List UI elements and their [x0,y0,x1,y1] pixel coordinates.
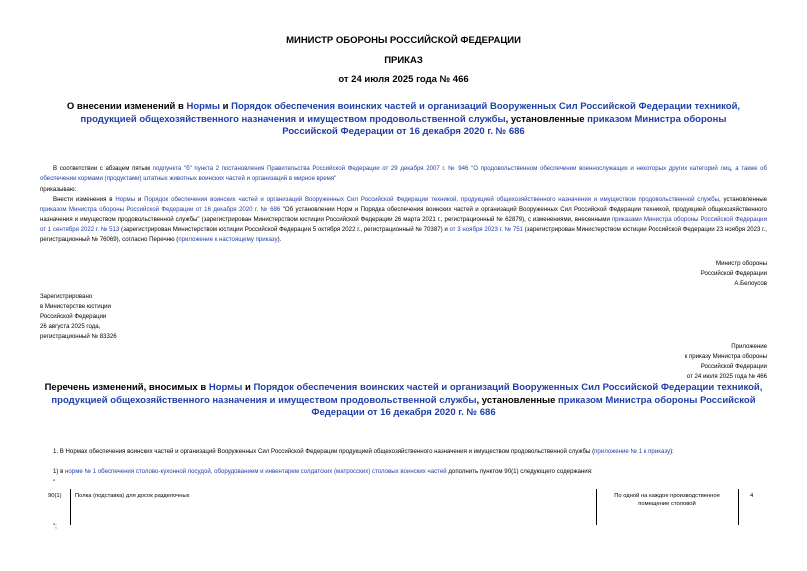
item-1-paragraph: 1. В Нормах обеспечения воинских частей и организаций Вооруженных Сил Российской Федерации продукцией общехозяйственного назначения и имуществом продовольственной службы (приложение № 1 к приказу): [53,448,674,455]
norms-link[interactable]: Нормы [186,101,220,112]
registration-line-4: 26 августа 2025 года, [40,323,101,330]
order-word: приказываю: [40,186,77,193]
norm-1-link[interactable]: норме № 1 обеспечения столово-кухонной посудой, оборудованием и инвентарем солдатских (матросских) столовых воинских частей [65,468,447,475]
row-number: 90(1) [48,493,62,499]
minister-heading: МИНИСТР ОБОРОНЫ РОССИЙСКОЙ ФЕДЕРАЦИИ [286,35,521,46]
table-divider-3 [738,489,739,525]
body-order-686-link[interactable]: приказом Министра обороны Российской Федерации от 16 декабря 2020 г. № 686 [40,206,281,213]
quote-close: "; [53,523,57,530]
appendix-line-2: к приказу Министра обороны [684,353,767,360]
table-divider-2 [596,489,597,525]
table-divider-1 [70,489,71,525]
registration-block [40,292,300,342]
signature-line-2: Российской Федерации [700,270,767,277]
quote-open: " [53,479,56,486]
signature-block [467,259,767,289]
order-686-link[interactable]: приказом Министра обороны Российской Федерации от 16 декабря 2020 г. № 686 [282,113,727,137]
order-513-link[interactable]: приказами Министра обороны Российской Федерации от 1 сентября 2022 г. № 513 [40,216,767,233]
row-quantity: 4 [750,493,754,499]
registration-line-3: Российской Федерации [40,313,107,320]
list-procedure-link[interactable]: Порядок обеспечения воинских частей и организаций Вооруженных Сил Российской Федерации техникой, продукцией общехозяйственного назначения и имуществом продовольственной службы [51,382,763,406]
appendix-line-3: Российской Федерации [700,363,767,370]
doc-type: ПРИКАЗ [384,55,423,66]
signature-line-1: Министр обороны [716,260,767,267]
row-item-name: Полка (подставка) для досок разделочных [75,493,190,499]
order-date-number: от 24 июля 2025 года № 466 [338,74,469,85]
appendix-line-1: Приложение [731,343,767,350]
procedure-link[interactable]: Порядок обеспечения воинских частей и организаций Вооруженных Сил Российской Федерации техникой, продукцией общехозяйственного назначения и имуществом продовольственной службы [80,101,741,125]
signature-name: А.Белоусов [734,280,767,287]
appendix-link[interactable]: приложение к настоящему приказу [178,236,278,243]
government-decree-link[interactable]: подпункта "б" пункта 2 постановления Правительства Российской Федерации от 29 декабря 2007 г. № 946 "О продовольственном обеспечении военнослужащих и некоторых других категорий лиц, а также об обеспечении кормами (продуктами) штатных животных воинских частей и организаций в мирное время" [40,165,767,182]
list-norms-link[interactable]: Нормы [208,382,243,393]
appendix-line-4: от 24 июля 2025 года № 466 [686,373,767,380]
row-issue-norm: По одной на каждое производственное помещение столовой [614,493,720,507]
body-paragraph: Внести изменения в Нормы и Порядок обеспечения воинских частей и организаций Вооруженных Сил Российской Федерации техникой, продукцией общехозяйственного назначения и имуществом продовольственной службы, установленные приказом Министра обороны Российской Федерации от 16 декабря 2020 г. № 686 "Об установлении Норм и Порядка обеспечения воинских частей и организаций Вооруженных Сил Российской Федерации техникой, продукцией общехозяйственного назначения и имуществом продовольственной службы" (зарегистрирован Министерством юстиции Российской Федерации 26 марта 2021 г., регистрационный № 62879), с изменениями, внесенными приказами Министра обороны Российской Федерации от 1 сентября 2022 г. № 513 (зарегистрирован Министерством юстиции Российской Федерации 5 октября 2022 г., регистрационный № 70387) и от 3 ноября 2023 г. № 751 (зарегистрирован Министерством юстиции Российской Федерации 23 ноября 2023 г., регистрационный № 76069), согласно Перечню (приложение к настоящему приказу). [40,196,767,243]
changes-list-title: Перечень изменений, вносимых в Нормы и Порядок обеспечения воинских частей и организаций Вооруженных Сил Российской Федерации техникой, продукцией общехозяйственного назначения и имуществом продовольственной службы, установленные приказом Министра обороны Российской Федерации от 16 декабря 2020 г. № 686 [44,382,763,418]
registration-line-2: в Министерстве юстиции [40,303,111,310]
registration-line-5: регистрационный № 83326 [40,333,117,340]
sub-item-1-paragraph: 1) в норме № 1 обеспечения столово-кухонной посудой, оборудованием и инвентарем солдатских (матросских) столовых воинских частей дополнить пунктом 90(1) следующего содержания: [53,468,593,475]
preamble-paragraph: В соответствии с абзацем пятым подпункта "б" пункта 2 постановления Правительства Российской Федерации от 29 декабря 2007 г. № 946 "О продовольственном обеспечении военнослужащих и некоторых других категорий лиц, а также об обеспечении кормами (продуктами) штатных животных воинских частей и организаций в мирное время" [40,165,767,182]
body-procedure-link[interactable]: Порядок обеспечения воинских частей и организаций Вооруженных Сил Российской Федерации техникой, продукцией общехозяйственного назначения и имуществом продовольственной службы [144,196,720,203]
appendix-1-link[interactable]: приложение № 1 к приказу [594,448,671,455]
registration-line-1: Зарегистрировано [40,293,93,300]
order-751-link[interactable]: от 3 ноября 2023 г. № 751 [449,226,523,233]
order-title: О внесении изменений в Нормы и Порядок обеспечения воинских частей и организаций Вооруженных Сил Российской Федерации техникой, продукцией общехозяйственного назначения и имуществом продовольственной службы, установленные приказом Министра обороны Российской Федерации от 16 декабря 2020 г. № 686 [66,101,741,137]
body-norms-link[interactable]: Нормы [115,196,136,203]
list-order-686-link[interactable]: приказом Министра обороны Российской Федерации от 16 декабря 2020 г. № 686 [311,394,756,418]
appendix-reference [467,342,767,382]
